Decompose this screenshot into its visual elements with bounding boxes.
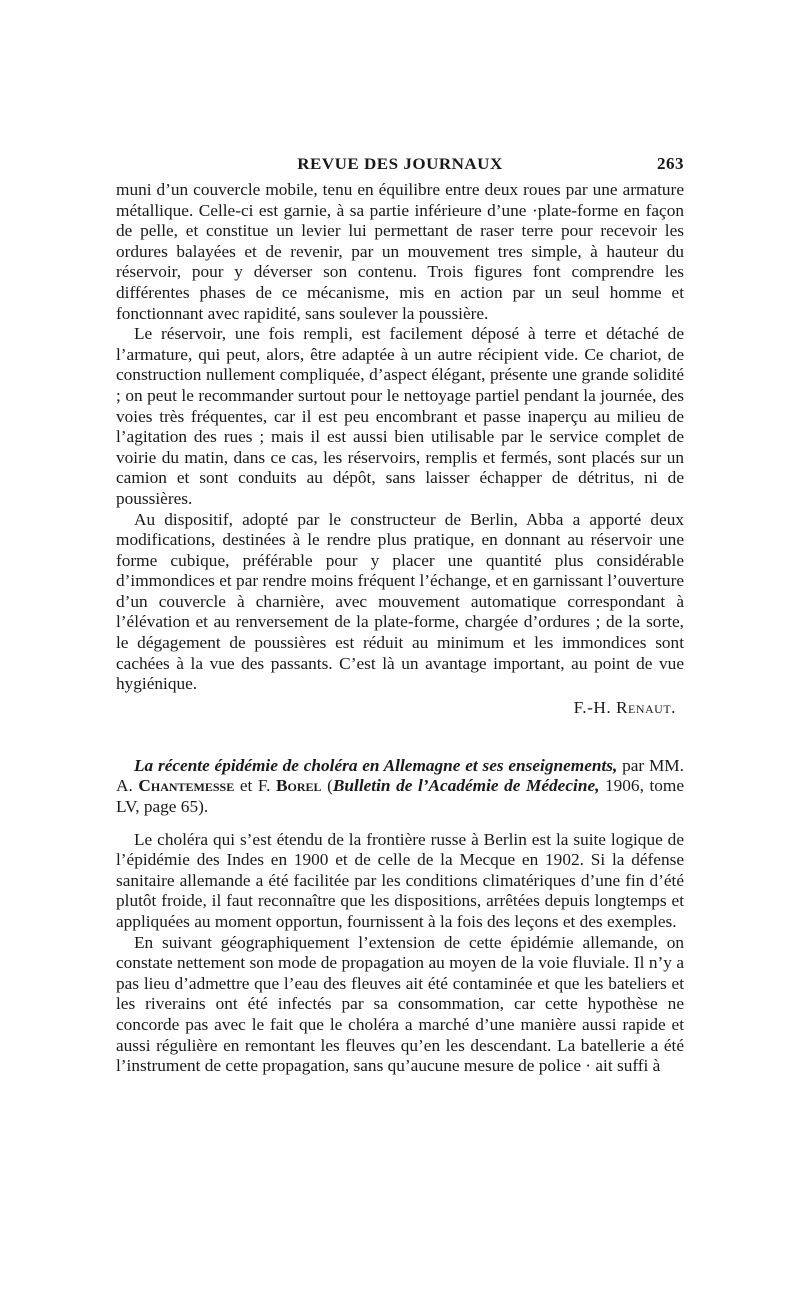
article-et: et F. xyxy=(239,776,271,796)
article-body xyxy=(116,830,684,1077)
source-journal: Bulletin de l’Académie de Médecine, xyxy=(332,776,600,796)
paragraph: Le réservoir, une fois rempli, est facilement déposé à terre et détaché de l’armature, qui peut, alors, être adaptée à un autre récipient vide. Ce chariot, de construction nullement compliquée, d’aspect élégant, présente une grande solidité ; on peut le recommander surtout pour le nettoyage partiel pendant la journée, des voies très fréquentes, car il est peu encombrant et passe inaperçu au milieu de l’agitation des rues ; mais il est aussi bien utilisable par le service complet de voirie du matin, dans ce cas, les réservoirs, remplis et fermés, sont placés sur un camion et sont conduits au dépôt, sans laisser échapper de détritus, ni de poussières. xyxy=(116,324,684,508)
running-title: REVUE DES JOURNAUX xyxy=(297,154,503,173)
author-name: Borel xyxy=(275,776,322,796)
article-heading xyxy=(116,756,684,818)
paragraph: Au dispositif, adopté par le constructeur de Berlin, Abba a apporté deux modifications, destinées à le rendre plus pratique, en donnant au réservoir une forme cubique, préférable pour y placer une quantité plus considérable d’immondices et par rendre moins fréquent l’échange, et en garnissant l’ouverture d’un couvercle à charnière, avec mouvement automatique correspondant à l’élévation et au renversement de la plate-forme, chargée d’ordures ; de la sorte, le dégagement de poussières est réduit au minimum et les immondices sont cachées à la vue des passants. C’est là un avantage important, au point de vue hygiénique. xyxy=(116,509,684,694)
paragraph: Le choléra qui s’est étendu de la frontière russe à Berlin est la suite logique de l’épidémie des Indes en 1900 et de celle de la Mecque en 1902. Si la défense sanitaire allemande a été facilitée par les conditions climatériques d’une fin d’été plutôt froide, il faut reconnaître que les dispositions, arrêtées depuis longtemps et appliquées au moment opportun, fournissent à la fois des leçons et des exemples. xyxy=(116,829,684,931)
author-name: Chantemesse xyxy=(138,776,235,796)
article-body-continued xyxy=(116,180,684,695)
page-number: 263 xyxy=(657,154,684,173)
running-header xyxy=(116,150,684,180)
article-par: par MM. A. xyxy=(116,755,684,796)
document-page xyxy=(116,150,684,1077)
article-title: La récente épidémie de choléra en Allemagne et ses enseignements, xyxy=(134,755,618,775)
paragraph: En suivant géographiquement l’extension de cette épidémie allemande, on constate nettement son mode de propagation au moyen de la voie fluviale. Il n’y a pas lieu d’admettre que l’eau des fleuves ait été contaminée et que les bateliers et les riverains ont été infectés par sa consommation, car cette hypothèse ne concorde pas avec le fait que le choléra a marché d’une manière aussi rapide et aussi régulière en remontant les fleuves qu’en les descendant. La batellerie a été l’instrument de cette propagation, sans qu’aucune mesure de police · ait suffi à xyxy=(116,932,684,1076)
paragraph: muni d’un couvercle mobile, tenu en équilibre entre deux roues par une armature métallique. Celle-ci est garnie, à sa partie inférieure d’une ·plate-forme en façon de pelle, et constitue un levier lui permettant de raser terre pour recevoir les ordures balayées et de revenir, par un mouvement tres simple, à hauteur du réservoir, pour y déverser son contenu. Trois figures font comprendre les différentes phases de ce mécanisme, mis en action par un seul homme et fonctionnant avec rapidité, sans soulever la poussière. xyxy=(116,180,684,323)
author-signature: F.-H. Renaut. xyxy=(573,697,676,717)
source-open-paren: ( xyxy=(327,776,333,796)
source-details: 1906, tome LV, page 65). xyxy=(116,776,685,817)
